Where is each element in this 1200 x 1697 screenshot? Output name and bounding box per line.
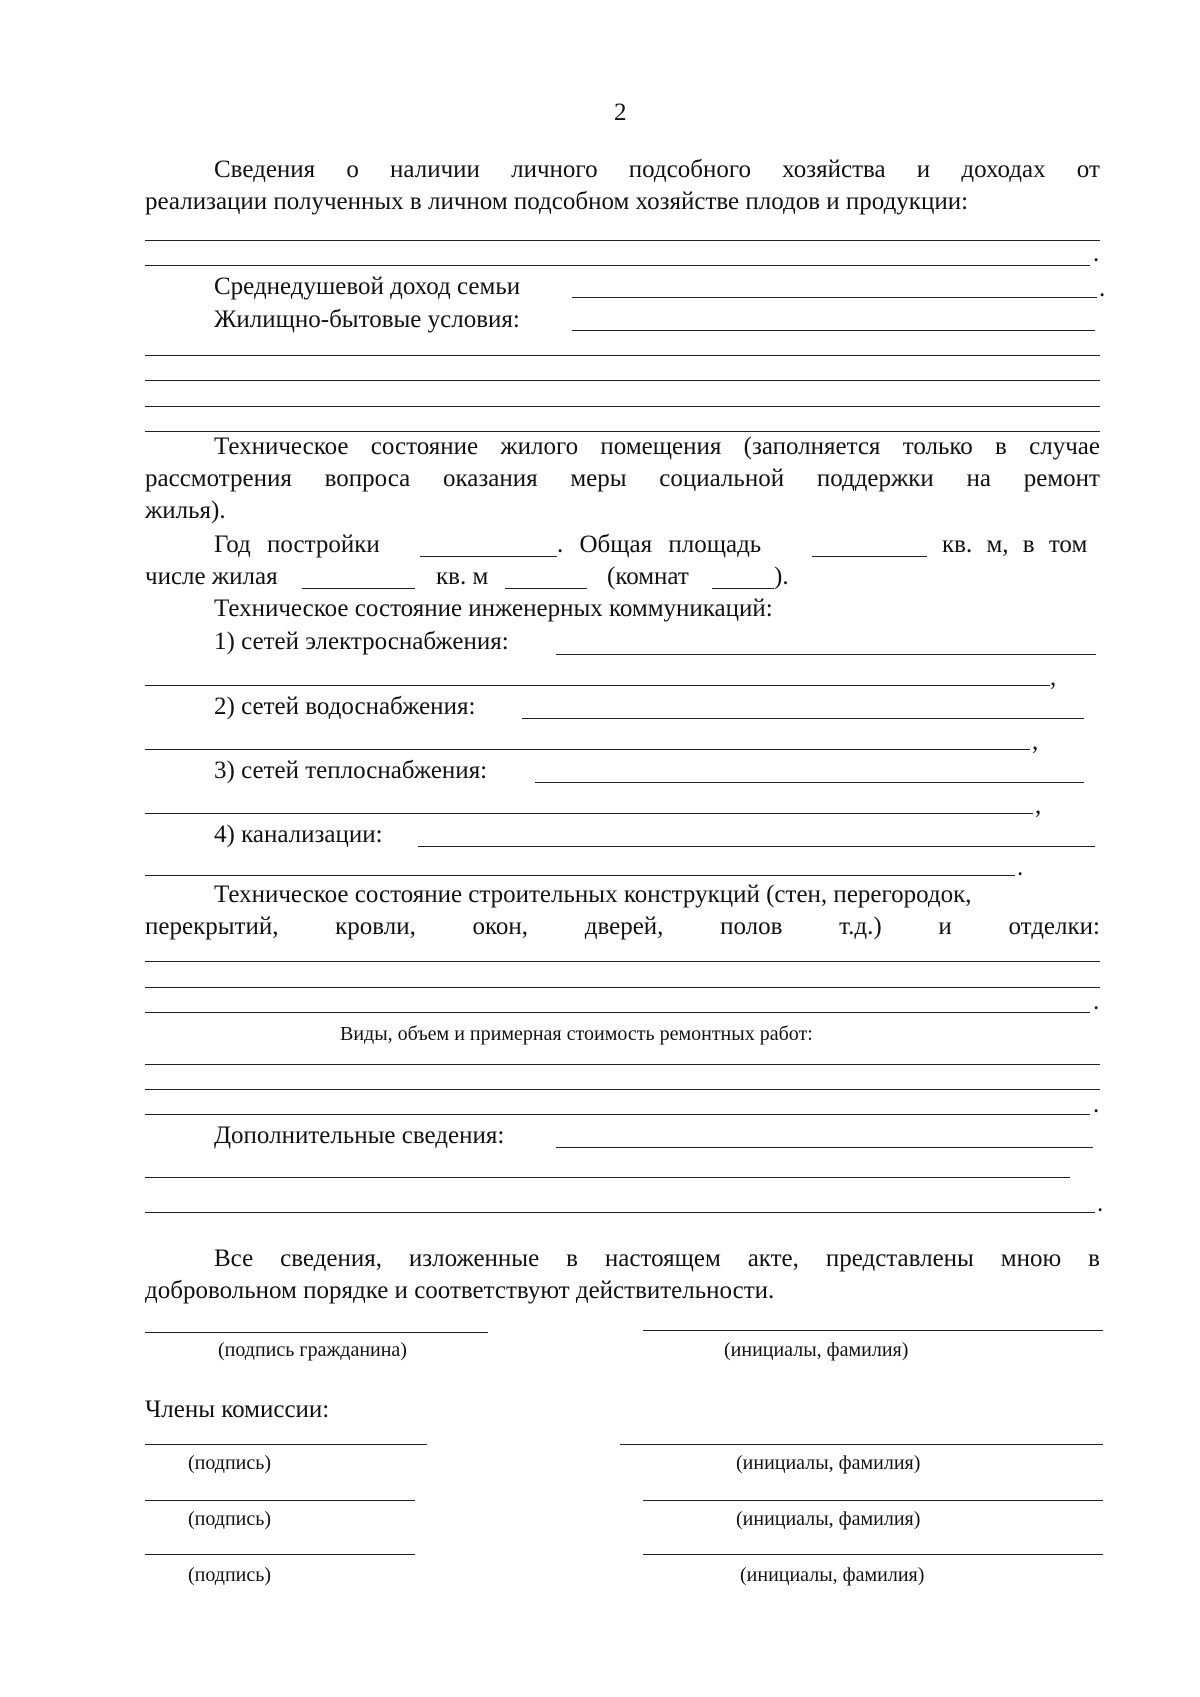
- sewer-fill-line-1[interactable]: [145, 875, 1015, 876]
- heating-fill-line-0[interactable]: [535, 782, 1084, 783]
- repair-end-period: .: [1093, 1091, 1100, 1118]
- member1-signature-caption: (подпись): [188, 1452, 272, 1474]
- total-area-label: . Общая площадь: [557, 531, 762, 558]
- housing-fill-line-2[interactable]: [145, 380, 1100, 381]
- electric-label: 1) сетей электроснабжения:: [214, 628, 509, 655]
- tech-state-line1-word: Техническое: [214, 433, 349, 460]
- total-area-field[interactable]: [812, 556, 927, 557]
- member1-signature-line[interactable]: [145, 1444, 427, 1445]
- citizen-initials-caption: (инициалы, фамилия): [724, 1339, 909, 1361]
- tech-state-line2-word: меры: [570, 465, 627, 492]
- construction-line2-word: и: [938, 913, 952, 940]
- repair-label: Виды, объем и примерная стоимость ремонтных работ:: [340, 1023, 813, 1045]
- repair-fill-line-3[interactable]: [145, 1114, 1090, 1115]
- tech-state-line1: [214, 432, 1100, 462]
- rooms-label: (комнат: [607, 563, 689, 590]
- tech-state-line2-word: поддержки: [816, 465, 934, 492]
- statement-line1-word: акте,: [747, 1245, 799, 1272]
- water-fill-line-0[interactable]: [522, 718, 1084, 719]
- household-heading-line1-word: подсобного: [628, 156, 751, 183]
- construction-fill-line-1[interactable]: [145, 961, 1100, 962]
- additional-fill-line-1[interactable]: [145, 1177, 1070, 1178]
- additional-fill-line-0[interactable]: [556, 1147, 1093, 1148]
- member2-initials-line[interactable]: [643, 1500, 1103, 1501]
- tech-state-line2-word: социальной: [659, 465, 785, 492]
- household-end-period: .: [1093, 240, 1100, 267]
- sewer-end-period: .: [1017, 854, 1024, 881]
- housing-fill-line-1[interactable]: [145, 355, 1100, 356]
- tech-state-line3: жилья).: [145, 497, 226, 524]
- household-heading-line1: [214, 155, 1100, 185]
- member1-initials-line[interactable]: [620, 1444, 1103, 1445]
- housing-fill-line-3[interactable]: [145, 406, 1100, 407]
- living-unit-field[interactable]: [505, 588, 587, 589]
- statement-line1-word: в: [1088, 1245, 1100, 1272]
- construction-line1: Техническое состояние строительных конструкций (стен, перегородок,: [214, 881, 972, 908]
- household-heading-line2: реализации полученных в личном подсобном хозяйстве плодов и продукции:: [145, 188, 969, 215]
- statement-line1: [214, 1244, 1100, 1274]
- rooms-close: ).: [774, 563, 789, 590]
- construction-line2-word: кровли,: [335, 913, 416, 940]
- commission-label: Члены комиссии:: [145, 1396, 330, 1423]
- member3-signature-line[interactable]: [145, 1554, 415, 1555]
- household-heading-line1-word: личного: [511, 156, 598, 183]
- electric-fill-line-0[interactable]: [556, 654, 1096, 655]
- statement-line1-word: в: [566, 1245, 578, 1272]
- statement-line1-word: изложенные: [408, 1245, 540, 1272]
- tech-state-line1-word: жилого: [500, 433, 579, 460]
- tech-state-line1-word: в: [995, 433, 1007, 460]
- water-label: 2) сетей водоснабжения:: [214, 693, 476, 720]
- statement-line1-word: настоящем: [604, 1245, 721, 1272]
- tech-state-line2-word: рассмотрения: [145, 465, 292, 492]
- member2-signature-line[interactable]: [145, 1500, 415, 1501]
- household-heading-line1-word: доходах: [961, 156, 1046, 183]
- citizen-signature-caption: (подпись гражданина): [218, 1339, 407, 1361]
- additional-end-period: .: [1097, 1190, 1104, 1217]
- tech-state-line1-word: случае: [1029, 433, 1100, 460]
- household-fill-line-2[interactable]: [145, 265, 1090, 266]
- tech-state-line1-word: только: [902, 433, 973, 460]
- living-area-label: числе жилая: [145, 563, 278, 590]
- tech-state-line1-word: состояние: [370, 433, 479, 460]
- tech-state-line2-word: оказания: [442, 465, 538, 492]
- member2-initials-caption: (инициалы, фамилия): [736, 1508, 921, 1530]
- statement-line1-word: мною: [1000, 1245, 1062, 1272]
- statement-line2: добровольном порядке и соответствуют действительности.: [145, 1277, 775, 1304]
- income-fill-line[interactable]: [572, 297, 1097, 298]
- member3-signature-caption: (подпись): [188, 1564, 272, 1586]
- living-area-field[interactable]: [302, 588, 415, 589]
- sewer-fill-line-0[interactable]: [418, 846, 1095, 847]
- sewer-label: 4) канализации:: [214, 821, 383, 848]
- member3-initials-caption: (инициалы, фамилия): [740, 1564, 925, 1586]
- household-heading-line1-word: и: [916, 156, 931, 183]
- electric-end-comma: ,: [1050, 664, 1057, 691]
- member2-signature-caption: (подпись): [188, 1508, 272, 1530]
- income-end-period: .: [1099, 275, 1106, 302]
- citizen-signature-line[interactable]: [145, 1332, 488, 1333]
- year-built-label: Год постройки: [214, 531, 380, 558]
- year-built-field[interactable]: [420, 556, 557, 557]
- household-heading-line1-word: о: [346, 156, 359, 183]
- additional-fill-line-2[interactable]: [145, 1212, 1095, 1213]
- construction-line2-word: отделки:: [1008, 913, 1100, 940]
- rooms-field[interactable]: [712, 588, 774, 589]
- household-fill-line-1[interactable]: [145, 240, 1100, 241]
- housing-fill-line-0[interactable]: [572, 330, 1095, 331]
- construction-line2-word: перекрытий,: [145, 913, 279, 940]
- tech-state-line2-word: на: [966, 465, 992, 492]
- page-number: 2: [614, 99, 627, 126]
- member1-initials-caption: (инициалы, фамилия): [736, 1452, 921, 1474]
- housing-label: Жилищно-бытовые условия:: [214, 306, 520, 333]
- construction-line2-word: дверей,: [584, 913, 664, 940]
- household-heading-line1-word: Сведения: [214, 156, 316, 183]
- household-heading-line1-word: наличии: [390, 156, 480, 183]
- construction-line2-word: т.д.): [839, 913, 882, 940]
- construction-line2-word: полов: [720, 913, 783, 940]
- electric-fill-line-1[interactable]: [145, 685, 1050, 686]
- living-unit-label: кв. м: [436, 563, 489, 590]
- tech-state-line2-word: ремонт: [1023, 465, 1100, 492]
- construction-line2-word: окон,: [472, 913, 529, 940]
- construction-line2: [145, 912, 1100, 942]
- water-fill-line-1[interactable]: [145, 749, 1030, 750]
- repair-fill-line-1[interactable]: [145, 1064, 1100, 1065]
- area-unit-label: кв. м, в том: [942, 531, 1088, 558]
- heating-end-comma: ,: [1035, 792, 1042, 819]
- citizen-initials-line[interactable]: [643, 1330, 1103, 1331]
- additional-label: Дополнительные сведения:: [214, 1122, 505, 1149]
- income-label: Среднедушевой доход семьи: [214, 273, 521, 300]
- household-heading-line1-word: хозяйства: [782, 156, 886, 183]
- water-end-comma: ,: [1032, 728, 1039, 755]
- utilities-heading: Техническое состояние инженерных коммуникаций:: [214, 595, 773, 622]
- construction-fill-line-3[interactable]: [145, 1012, 1090, 1013]
- construction-end-period: .: [1093, 988, 1100, 1015]
- statement-line1-word: представлены: [825, 1245, 974, 1272]
- member3-initials-line[interactable]: [643, 1554, 1103, 1555]
- heating-label: 3) сетей теплоснабжения:: [214, 757, 488, 784]
- repair-fill-line-2[interactable]: [145, 1089, 1100, 1090]
- heating-fill-line-1[interactable]: [145, 813, 1033, 814]
- statement-line1-word: Все: [214, 1245, 254, 1272]
- statement-line1-word: сведения,: [280, 1245, 382, 1272]
- household-heading-line1-word: от: [1076, 156, 1100, 183]
- tech-state-line1-word: (заполняется: [743, 433, 881, 460]
- tech-state-line2: [145, 464, 1100, 494]
- tech-state-line2-word: вопроса: [324, 465, 411, 492]
- tech-state-line1-word: помещения: [600, 433, 722, 460]
- construction-fill-line-2[interactable]: [145, 987, 1100, 988]
